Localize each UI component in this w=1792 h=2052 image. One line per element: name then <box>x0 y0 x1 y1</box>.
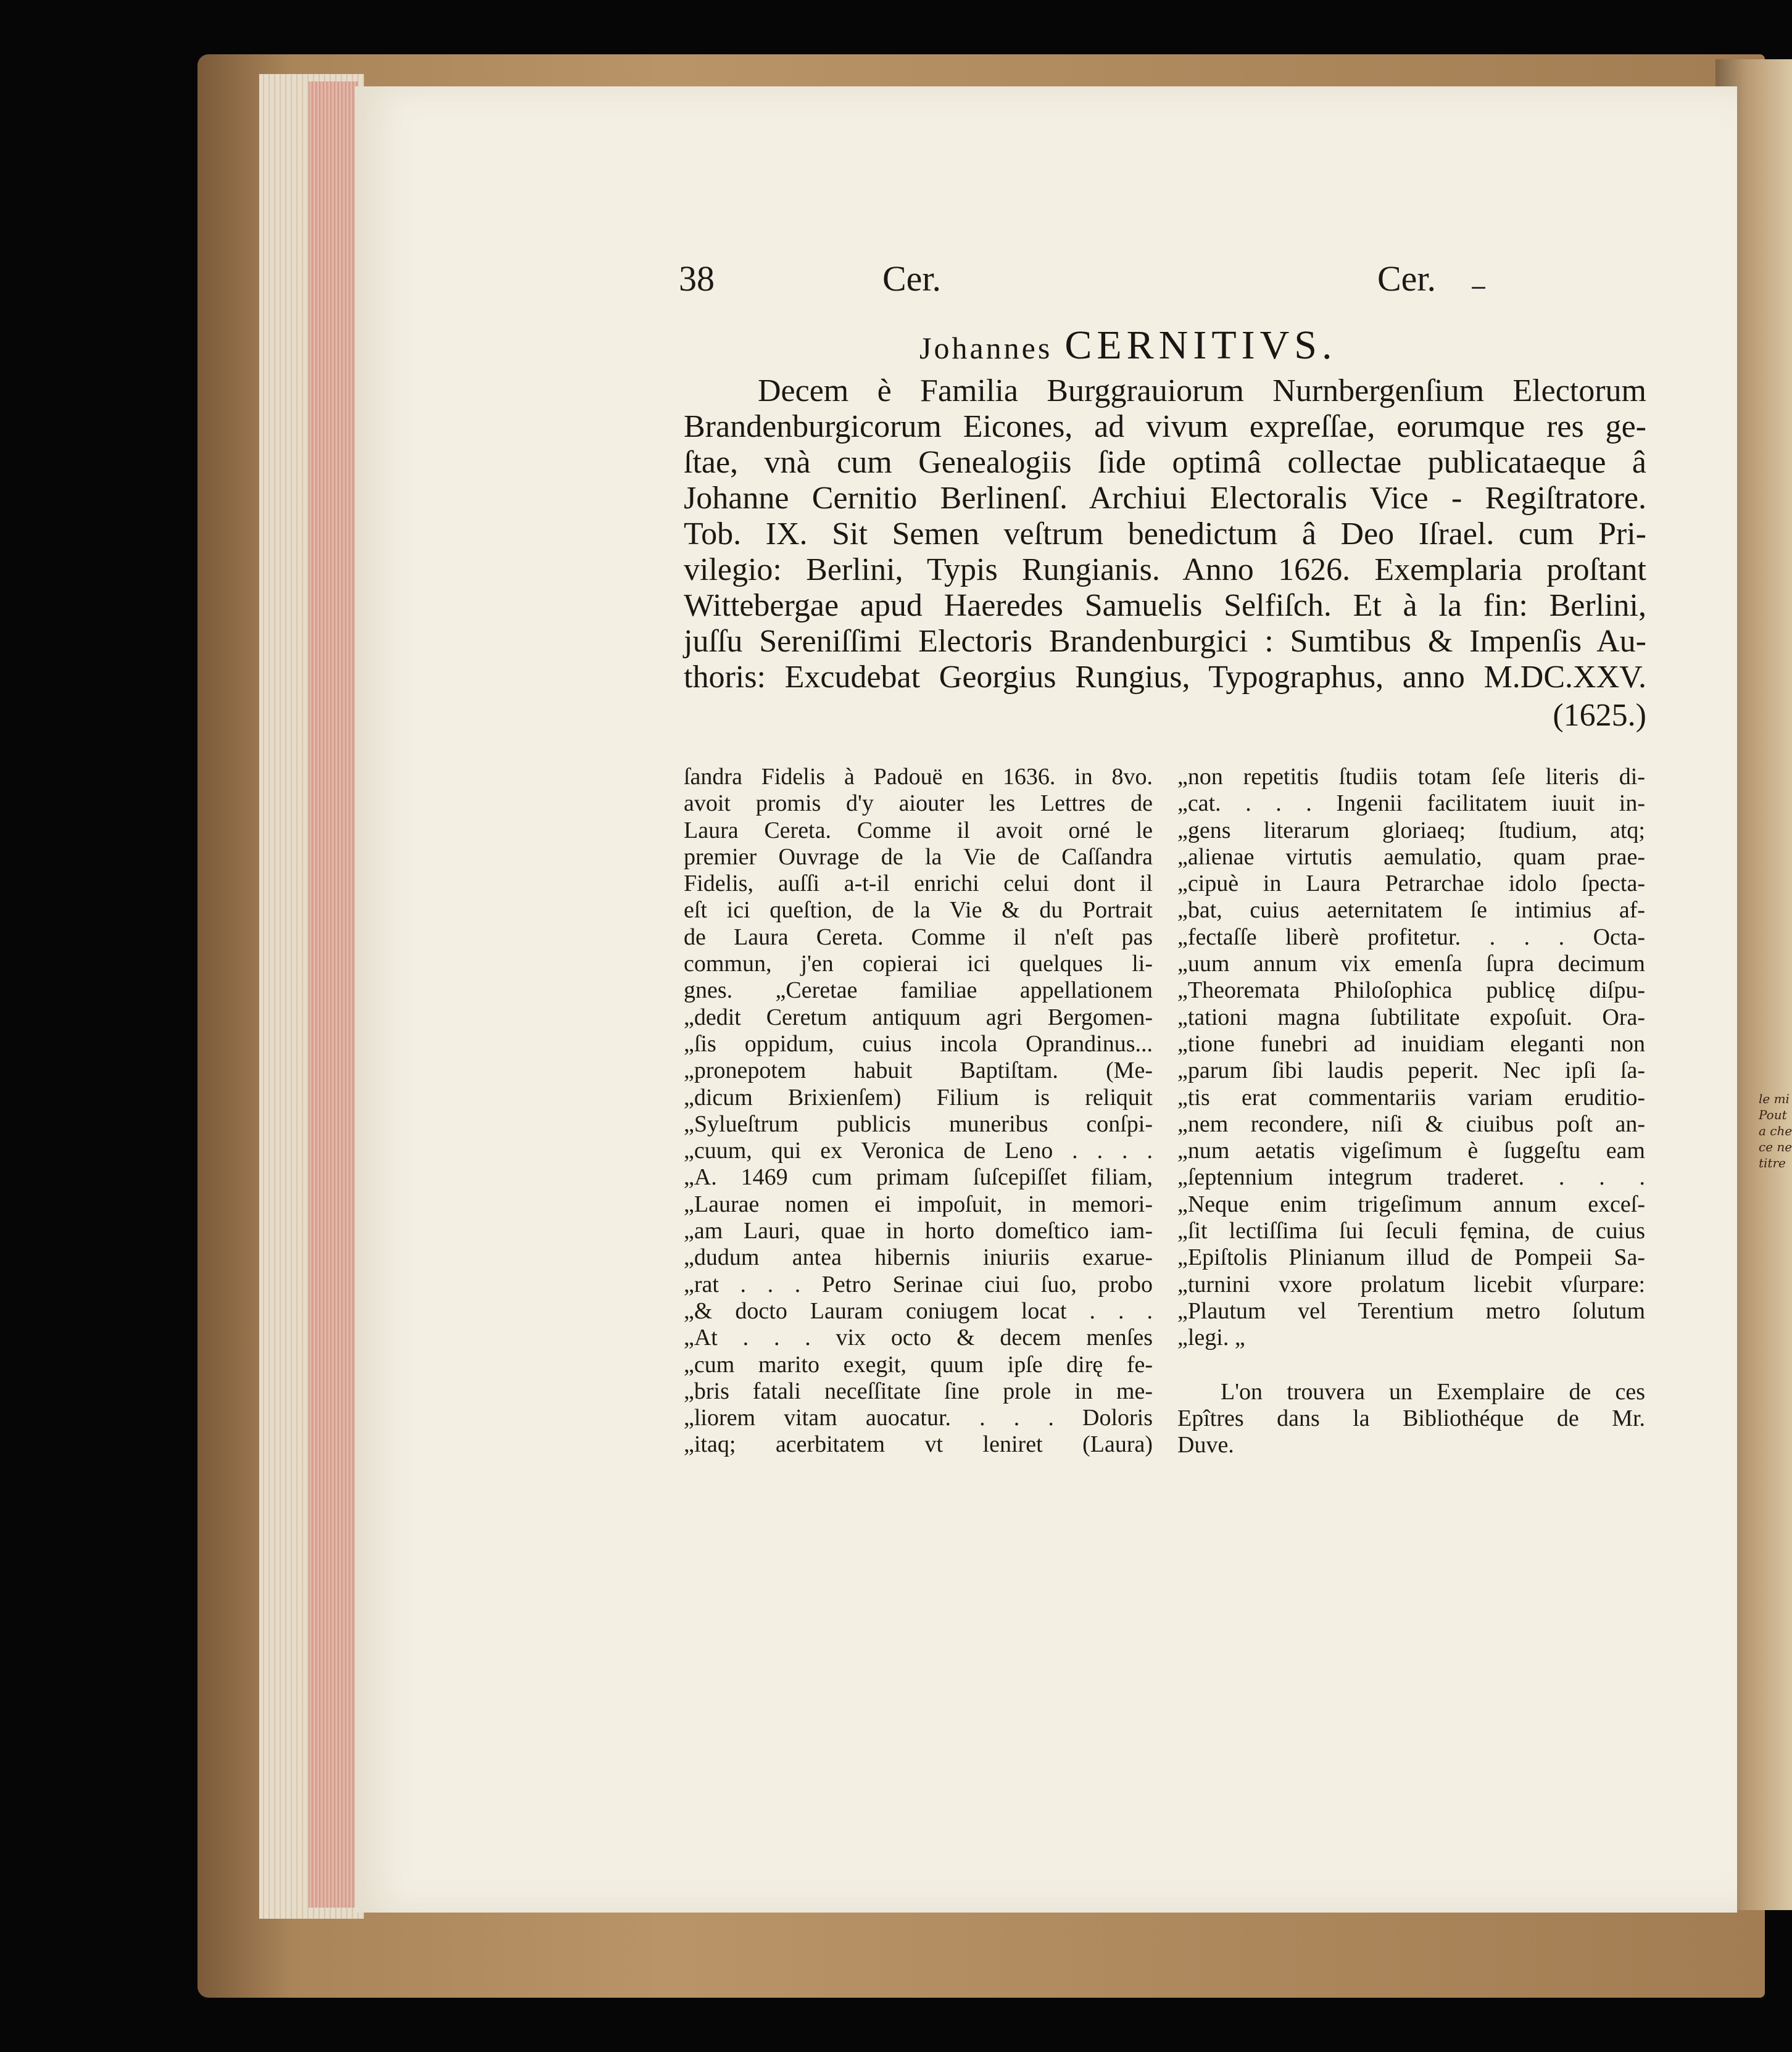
margin-note-line: le mi <box>1759 1091 1790 1106</box>
column-line: „ſit lectiſſima ſui ſeculi fęmina, de cuius <box>1177 1218 1645 1244</box>
margin-note-line: ce ne <box>1759 1140 1792 1154</box>
paragraph-line: Johanne Cernitio Berlinenſ. Archiui Electoralis Vice - Regiſtratore. <box>684 481 1646 516</box>
column-line: „fectaſſe liberè profitetur. . . . Octa- <box>1177 924 1645 950</box>
column-line: „legi. „ <box>1177 1325 1245 1351</box>
column-line: „Plautum vel Terentium metro ſolutum <box>1177 1297 1645 1324</box>
column-line: „tis erat commentariis variam eruditio- <box>1177 1084 1645 1111</box>
column-line: „tationi magna ſubtilitate expoſuit. Ora- <box>1177 1004 1645 1030</box>
margin-note-line: Pout <box>1759 1107 1787 1122</box>
column-line: „rat . . . Petro Serinae ciui ſuo, probo <box>684 1271 1153 1297</box>
entry-surname: CERNITIVS. <box>1064 323 1337 368</box>
handwritten-margin-note <box>1759 1091 1792 1171</box>
column-line: commun, j'en copierai ici quelques li- <box>684 951 1153 977</box>
column-line: Laura Cereta. Comme il avoit orné le <box>684 817 1153 843</box>
column-line: „liorem vitam auocatur. . . . Doloris <box>684 1405 1153 1431</box>
column-line: de Laura Cereta. Comme il n'eſt pas <box>684 924 1153 950</box>
running-head-left: Cer. <box>882 259 942 299</box>
note-line: Epîtres dans la Bibliothéque de Mr. <box>1177 1405 1645 1431</box>
paragraph-line: juſſu Sereniſſimi Electoris Brandenburgici : Sumtibus & Impenſis Au- <box>684 624 1646 659</box>
running-head-right: Cer. <box>1377 259 1437 299</box>
margin-note-line: titre <box>1759 1156 1786 1170</box>
column-line: „Sylueſtrum publicis muneribus conſpi- <box>684 1111 1153 1137</box>
paragraph-line: vilegio: Berlini, Typis Rungianis. Anno 1626. Exemplaria proſtant <box>684 552 1646 587</box>
column-line: „Neque enim trigeſimum annum exceſ- <box>1177 1191 1645 1217</box>
column-line: „tione funebri ad inuidiam eleganti non <box>1177 1030 1645 1057</box>
column-line: „bris fatali neceſſitate ſine prole in me- <box>684 1378 1153 1404</box>
page-edges-tinted <box>309 81 358 1908</box>
page-number: 38 <box>679 259 715 299</box>
column-line: „cat. . . . Ingenii facilitatem iuuit in- <box>1177 790 1645 817</box>
column-line: „cipuè in Laura Petrarchae idolo ſpecta- <box>1177 871 1645 897</box>
note-line: L'on trouvera un Exemplaire de ces <box>1221 1378 1645 1405</box>
column-line: „turnini vxore prolatum licebit vſurpare: <box>1177 1271 1645 1297</box>
column-line: „gens literarum gloriaeq; ſtudium, atq; <box>1177 817 1645 843</box>
column-line: „bat, cuius aeternitatem ſe intimius af- <box>1177 897 1645 924</box>
column-line: avoit promis d'y aiouter les Lettres de <box>684 790 1153 817</box>
column-line: Fidelis, auſſi a-t-il enrichi celui dont il <box>684 871 1153 897</box>
column-line: „Laurae nomen ei impoſuit, in memori- <box>684 1191 1153 1217</box>
column-line: „am Lauri, quae in horto domeſtico iam- <box>684 1218 1153 1244</box>
column-line: „nem recondere, niſi & ciuibus poſt an- <box>1177 1111 1645 1137</box>
column-line: „pronepotem habuit Baptiſtam. (Me- <box>684 1057 1153 1084</box>
column-line: „num aetatis vigeſimum è ſuggeſtu eam <box>1177 1138 1645 1164</box>
column-line: eſt ici queſtion, de la Vie & du Portrait <box>684 897 1153 924</box>
column-line: premier Ouvrage de la Vie de Caſſandra <box>684 843 1153 870</box>
paragraph-line: (1625.) <box>1553 698 1646 733</box>
column-line: „cum marito exegit, quum ipſe dirę fe- <box>684 1351 1153 1378</box>
column-line: „itaq; acerbitatem vt leniret (Laura) <box>684 1431 1153 1458</box>
paragraph-line: ſtae, vnà cum Genealogiis ſide optimâ collectae publicataeque â <box>684 445 1646 480</box>
running-head-rule <box>1472 287 1485 289</box>
paragraph-line: Wittebergae apud Haeredes Samuelis Selfiſch. Et à la fin: Berlini, <box>684 588 1646 623</box>
column-line: „non repetitis ſtudiis totam ſeſe literis di- <box>1177 764 1645 790</box>
column-line: „dedit Ceretum antiquum agri Bergomen- <box>684 1004 1153 1030</box>
paragraph-line: thoris: Excudebat Georgius Rungius, Typographus, anno M.DC.XXV. <box>684 660 1646 695</box>
column-spacer <box>1177 1352 1645 1379</box>
column-line: „ſis oppidum, cuius incola Oprandinus... <box>684 1030 1153 1057</box>
column-line: „Theoremata Philoſophica publicę diſpu- <box>1177 977 1645 1004</box>
column-line: „Epiſtolis Plinianum illud de Pompeii Sa- <box>1177 1244 1645 1271</box>
column-line: „A. 1469 cum primam ſuſcepiſſet filiam, <box>684 1164 1153 1191</box>
column-line: „& docto Lauram coniugem locat . . . <box>684 1297 1153 1324</box>
column-line: „dicum Brixienſem) Filium is reliquit <box>684 1084 1153 1111</box>
margin-note-line: a che <box>1759 1123 1792 1138</box>
column-line: „ſeptennium integrum traderet. . . . <box>1177 1164 1645 1191</box>
right-column <box>1177 764 1645 1458</box>
column-line: „uum annum vix emenſa ſupra decimum <box>1177 951 1645 977</box>
entry-title <box>919 322 1337 369</box>
paragraph-line: Brandenburgicorum Eicones, ad vivum expreſſae, eorumque res ge- <box>684 409 1646 444</box>
left-column <box>684 764 1153 1458</box>
column-line: „alienae virtutis aemulatio, quam prae- <box>1177 843 1645 870</box>
column-line: „At . . . vix octo & decem menſes <box>684 1325 1153 1351</box>
column-line: „cuum, qui ex Veronica de Leno . . . . <box>684 1138 1153 1164</box>
paragraph-line: Decem è Familia Burggrauiorum Nurnbergenſium Electorum <box>758 373 1646 408</box>
note-line: Duve. <box>1177 1432 1234 1458</box>
column-line: „dudum antea hibernis iniuriis exarue- <box>684 1244 1153 1271</box>
column-line: gnes. „Ceretae familiae appellationem <box>684 977 1153 1004</box>
entry-first-name: Johannes <box>919 331 1053 365</box>
column-line: ſandra Fidelis à Padouë en 1636. in 8vo. <box>684 764 1153 790</box>
paragraph-line: Tob. IX. Sit Semen veſtrum benedictum â Deo Iſrael. cum Pri- <box>684 516 1646 552</box>
column-line: „parum ſibi laudis peperit. Nec ipſi ſa- <box>1177 1057 1645 1084</box>
